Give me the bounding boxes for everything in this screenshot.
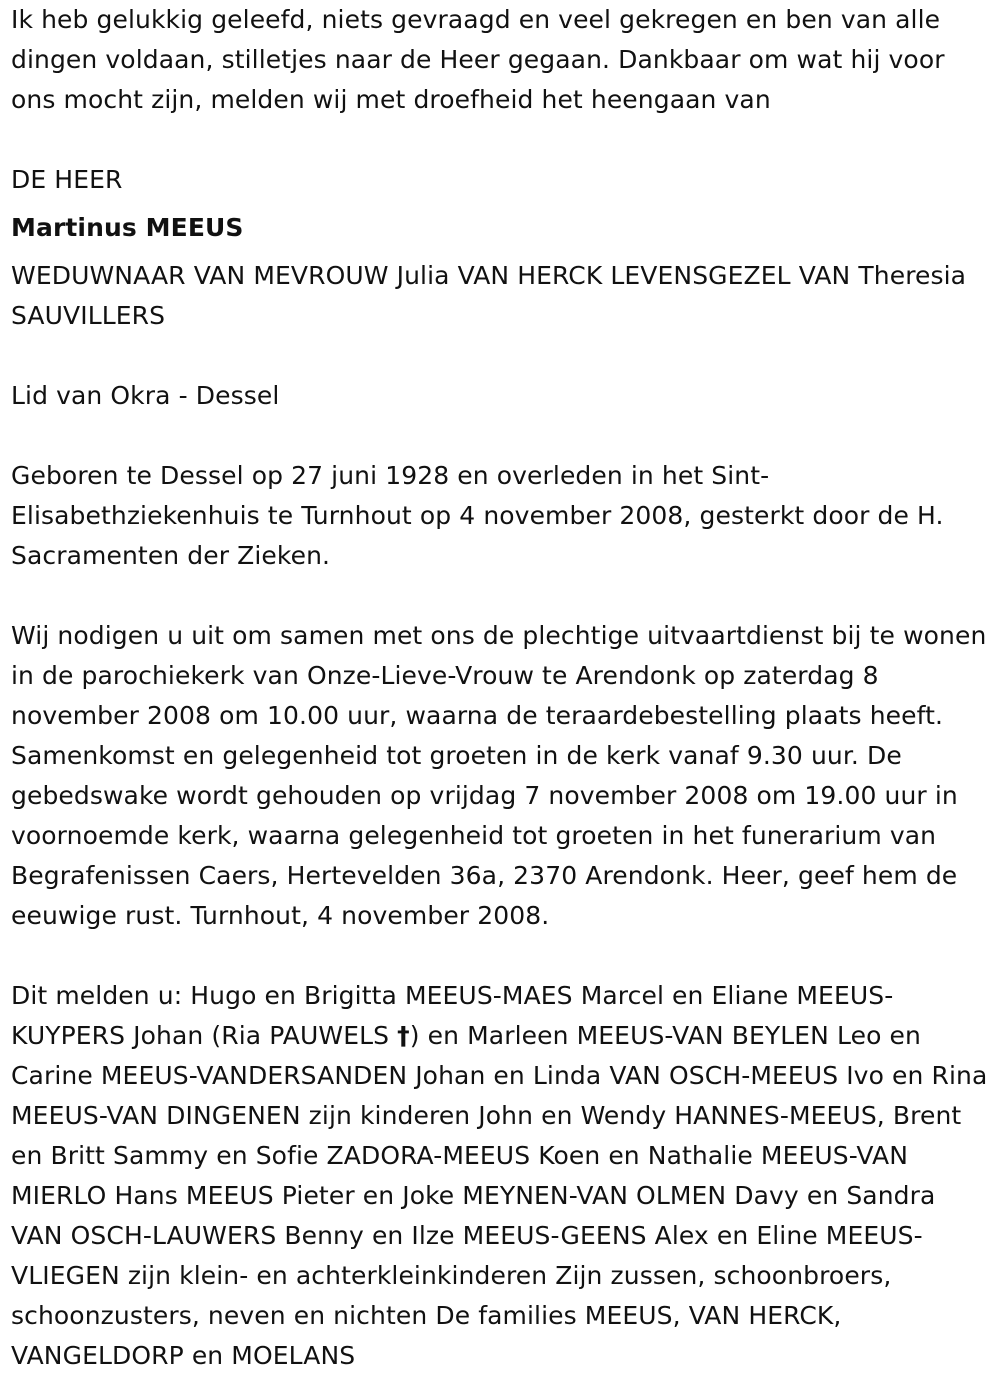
spacer bbox=[11, 576, 991, 616]
death-notice bbox=[11, 0, 991, 1376]
spacer bbox=[11, 120, 991, 160]
relation-line: WEDUWNAAR VAN MEVROUW Julia VAN HERCK LEVENSGEZEL VAN Theresia SAUVILLERS bbox=[11, 261, 967, 330]
deceased-name: Martinus MEEUS bbox=[11, 213, 244, 242]
family-text-part1: Dit melden u: Hugo en Brigitta MEEUS-MAES Marcel en Eliane MEEUS-KUYPERS Johan (Ria PAUWELS bbox=[11, 981, 894, 1050]
salutation: DE HEER bbox=[11, 165, 123, 194]
birth-death-paragraph: Geboren te Dessel op 27 juni 1928 en overleden in het Sint-Elisabethziekenhuis te Turnhout op 4 november 2008, gesterkt door de H. Sacramenten der Zieken. bbox=[11, 461, 944, 570]
spacer bbox=[11, 416, 991, 456]
spacer bbox=[11, 936, 991, 976]
family-paragraph bbox=[11, 976, 991, 1376]
family-text-part2: ) en Marleen MEEUS-VAN BEYLEN Leo en Carine MEEUS-VANDERSANDEN Johan en Linda VAN OSCH-MEEUS Ivo en Rina MEEUS-VAN DINGENEN zijn kinderen John en Wendy HANNES-MEEUS, Brent en Britt Sammy en Sofie ZADORA-MEEUS Koen en Nathalie MEEUS-VAN MIERLO Hans MEEUS Pieter en Joke MEYNEN-VAN OLMEN Davy en Sandra VAN OSCH-LAUWERS Benny en Ilze MEEUS-GEENS Alex en Eline MEEUS-VLIEGEN zijn klein- en achterkleinkinderen Zijn zussen, schoonbroers, schoonzusters, neven en nichten De families MEEUS, VAN HERCK, VANGELDORP en MOELANS bbox=[11, 1021, 988, 1370]
cross-icon: † bbox=[397, 1021, 410, 1050]
invitation-paragraph: Wij nodigen u uit om samen met ons de plechtige uitvaartdienst bij te wonen in de parochiekerk van Onze-Lieve-Vrouw te Arendonk op zaterdag 8 november 2008 om 10.00 uur, waarna de teraardebestelling plaats heeft. Samenkomst en gelegenheid tot groeten in de kerk vanaf 9.30 uur. De gebedswake wordt gehouden op vrijdag 7 november 2008 om 19.00 uur in voornoemde kerk, waarna gelegenheid tot groeten in het funerarium van Begrafenissen Caers, Hertevelden 36a, 2370 Arendonk. Heer, geef hem de eeuwige rust. Turnhout, 4 november 2008. bbox=[11, 621, 987, 930]
intro-paragraph: Ik heb gelukkig geleefd, niets gevraagd en veel gekregen en ben van alle dingen voldaan, stilletjes naar de Heer gegaan. Dankbaar om wat hij voor ons mocht zijn, melden wij met droefheid het heengaan van bbox=[11, 5, 945, 114]
membership-line: Lid van Okra - Dessel bbox=[11, 381, 280, 410]
spacer bbox=[11, 336, 991, 376]
